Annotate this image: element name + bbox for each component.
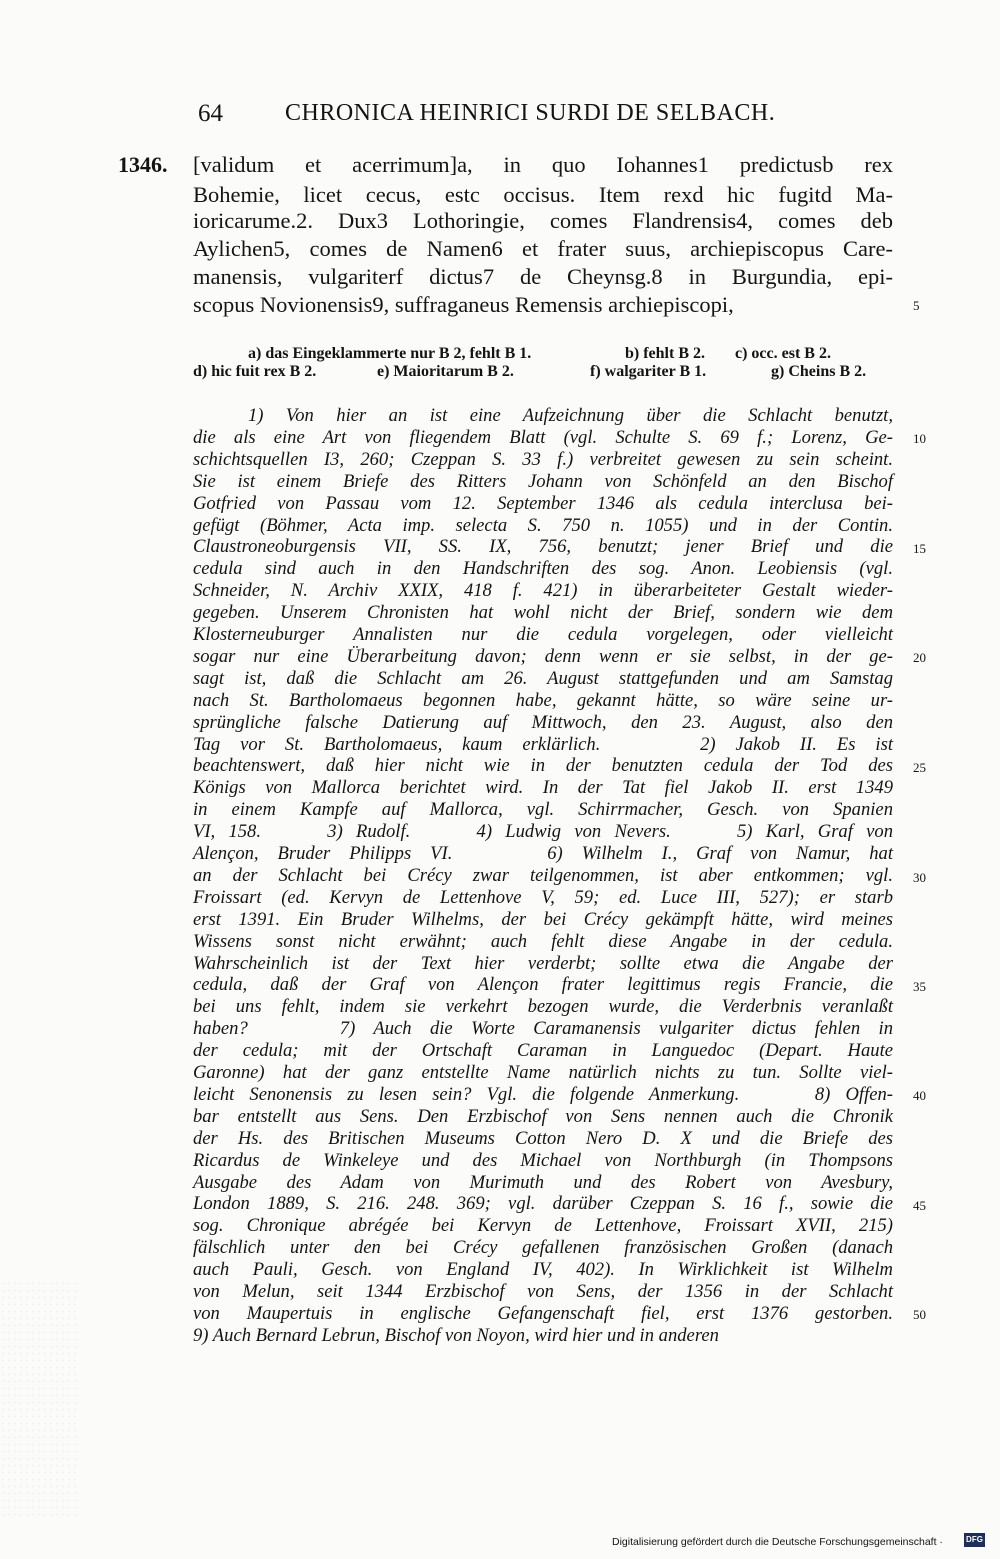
digitization-credit: Digitalisierung gefördert durch die Deutsche Forschungsgemeinschaft · bbox=[612, 1536, 943, 1548]
footnote-line: Schneider, N. Archiv XXIX, 418 f. 421) in überarbeiteter Gestalt wieder- bbox=[193, 580, 893, 601]
footnote-line: Wissens sonst nicht erwähnt; auch fehlt diese Angabe in der cedula. bbox=[193, 931, 893, 952]
footnote-line: Ricardus de Winkeleye und des Michael von Northburgh (in Thompsons bbox=[193, 1150, 893, 1171]
apparatus-note: c) occ. est B 2. bbox=[735, 345, 831, 362]
footnote-line: cedula, daß der Graf von Alençon frater legittimus regis Francie, die bbox=[193, 974, 893, 995]
line-number: 45 bbox=[913, 1198, 926, 1213]
footnote-line: London 1889, S. 216. 248. 369; vgl. darüber Czeppan S. 16 f., sowie die bbox=[193, 1193, 893, 1214]
footnote-line: sagt ist, daß die Schlacht am 26. August stattgefunden und am Samstag bbox=[193, 668, 893, 689]
main-text-line: manensis, vulgariterf dictus7 de Cheynsg.8 in Burgundia, epi- bbox=[193, 264, 893, 289]
footnote-line: Claustroneoburgensis VII, SS. IX, 756, benutzt; jener Brief und die bbox=[193, 536, 893, 557]
line-number: 25 bbox=[913, 760, 926, 775]
footnote-line: Sie ist einem Briefe des Ritters Johann von Schönfeld an den Bischof bbox=[193, 471, 893, 492]
main-text-line: Aylichen5, comes de Namen6 et frater suus, archiepiscopus Care- bbox=[193, 236, 893, 261]
footnote-line: auch Pauli, Gesch. von England IV, 402). In Wirklichkeit ist Wilhelm bbox=[193, 1259, 893, 1280]
line-number: 40 bbox=[913, 1088, 926, 1103]
footnote-line: der Hs. des Britischen Museums Cotton Nero D. X und die Briefe des bbox=[193, 1128, 893, 1149]
footnote-line: 1) Von hier an ist eine Aufzeichnung über die Schlacht benutzt, bbox=[248, 405, 893, 426]
footnote-line: sprüngliche falsche Datierung auf Mittwoch, den 23. August, also den bbox=[193, 712, 893, 733]
footnote-line: bei uns fehlt, indem sie verkehrt bezogen wurde, die Verderbnis veranlaßt bbox=[193, 996, 893, 1017]
margin-year: 1346. bbox=[118, 152, 168, 177]
line-number: 30 bbox=[913, 870, 926, 885]
footnote-line: Alençon, Bruder Philipps VI. 6) Wilhelm I., Graf von Namur, hat bbox=[193, 843, 893, 864]
footnote-line: Wahrscheinlich ist der Text hier verderbt; sollte etwa die Angabe der bbox=[193, 953, 893, 974]
paper-speckle bbox=[0, 1280, 80, 1520]
footnote-line: sogar nur eine Überarbeitung davon; denn wenn er sie selbst, in der ge- bbox=[193, 646, 893, 667]
footnote-line: sog. Chronique abrégée bei Kervyn de Lettenhove, Froissart XVII, 215) bbox=[193, 1215, 893, 1236]
footnote-line: an der Schlacht bei Crécy zwar teilgenommen, ist aber entkommen; vgl. bbox=[193, 865, 893, 886]
line-number: 10 bbox=[913, 431, 926, 446]
running-title: CHRONICA HEINRICI SURDI DE SELBACH. bbox=[285, 100, 776, 126]
footnote-line: die als eine Art von fliegendem Blatt (vgl. Schulte S. 69 f.; Lorenz, Ge- bbox=[193, 427, 893, 448]
footnote-line: schichtsquellen I3, 260; Czeppan S. 33 f.) verbreitet gewesen zu sein scheint. bbox=[193, 449, 893, 470]
apparatus-note: a) das Eingeklammerte nur B 2, fehlt B 1. bbox=[248, 345, 532, 362]
page-number: 64 bbox=[198, 100, 223, 127]
footnote-line: 9) Auch Bernard Lebrun, Bischof von Noyon, wird hier und in anderen bbox=[193, 1325, 719, 1346]
footnote-line: Klosterneuburger Annalisten nur die cedula vorgelegen, oder vielleicht bbox=[193, 624, 893, 645]
line-number: 50 bbox=[913, 1307, 926, 1322]
footnote-line: Tag vor St. Bartholomaeus, kaum erklärlich. 2) Jakob II. Es ist bbox=[193, 734, 893, 755]
footnote-line: gefügt (Böhmer, Acta imp. selecta S. 750 n. 1055) und in der Contin. bbox=[193, 515, 893, 536]
footnote-line: VI, 158. 3) Rudolf. 4) Ludwig von Nevers. 5) Karl, Graf von bbox=[193, 821, 893, 842]
footnote-line: cedula sind auch in den Handschriften des sog. Anon. Leobiensis (vgl. bbox=[193, 558, 893, 579]
footnote-line: Gotfried von Passau vom 12. September 1346 als cedula interclusa bei- bbox=[193, 493, 893, 514]
footnote-line: Garonne) hat der ganz entstellte Name natürlich nichts zu tun. Sollte viel- bbox=[193, 1062, 893, 1083]
footnote-line: erst 1391. Ein Bruder Wilhelms, der bei Crécy gekämpft hätte, wird meines bbox=[193, 909, 893, 930]
footnote-line: von Melun, seit 1344 Erzbischof von Sens, der 1356 in der Schlacht bbox=[193, 1281, 893, 1302]
footnote-line: haben? 7) Auch die Worte Caramanensis vulgariter dictus fehlen in bbox=[193, 1018, 893, 1039]
footnote-line: leicht Senonensis zu lesen sein? Vgl. die folgende Anmerkung. 8) Offen- bbox=[193, 1084, 893, 1105]
line-number: 20 bbox=[913, 650, 926, 665]
apparatus-note: e) Maioritarum B 2. bbox=[377, 363, 514, 380]
line-number: 5 bbox=[913, 298, 920, 313]
footnote-line: gegeben. Unserem Chronisten hat wohl nicht der Brief, sondern wie dem bbox=[193, 602, 893, 623]
main-text-line: [validum et acerrimum]a, in quo Iohannes1 predictusb rex bbox=[193, 152, 893, 177]
apparatus-note: f) walgariter B 1. bbox=[590, 363, 707, 380]
main-text-line: ioricarume.2. Dux3 Lothoringie, comes Flandrensis4, comes deb bbox=[193, 208, 893, 233]
footnote-line: beachtenswert, daß hier nicht wie in der benutzten cedula der Tod des bbox=[193, 755, 893, 776]
apparatus-note: d) hic fuit rex B 2. bbox=[193, 363, 317, 380]
footnote-line: bar entstellt aus Sens. Den Erzbischof von Sens nennen auch die Chronik bbox=[193, 1106, 893, 1127]
main-text-line: scopus Novionensis9, suffraganeus Remensis archiepiscopi, bbox=[193, 292, 734, 317]
footnote-line: fälschlich unter den bei Crécy gefallenen französischen Großen (danach bbox=[193, 1237, 893, 1258]
footnote-line: der cedula; mit der Ortschaft Caraman in Languedoc (Depart. Haute bbox=[193, 1040, 893, 1061]
footnote-line: Froissart (ed. Kervyn de Lettenhove V, 59; ed. Luce III, 527); er starb bbox=[193, 887, 893, 908]
main-text-line: Bohemie, licet cecus, estc occisus. Item rexd hic fugitd Ma- bbox=[193, 182, 893, 207]
dfg-logo: DFG bbox=[964, 1533, 985, 1547]
line-number: 35 bbox=[913, 979, 926, 994]
footnote-line: von Maupertuis in englische Gefangenschaft fiel, erst 1376 gestorben. bbox=[193, 1303, 893, 1324]
footnote-line: Königs von Mallorca berichtet wird. In der Tat fiel Jakob II. erst 1349 bbox=[193, 777, 893, 798]
apparatus-note: b) fehlt B 2. bbox=[625, 345, 705, 362]
footnote-line: nach St. Bartholomaeus begonnen habe, gekannt hätte, so wäre seine ur- bbox=[193, 690, 893, 711]
footnote-line: Ausgabe des Adam von Murimuth und des Robert von Avesbury, bbox=[193, 1172, 893, 1193]
line-number: 15 bbox=[913, 541, 926, 556]
footnote-line: in einem Kampfe auf Mallorca, vgl. Schirrmacher, Gesch. von Spanien bbox=[193, 799, 893, 820]
apparatus-note: g) Cheins B 2. bbox=[771, 363, 867, 380]
